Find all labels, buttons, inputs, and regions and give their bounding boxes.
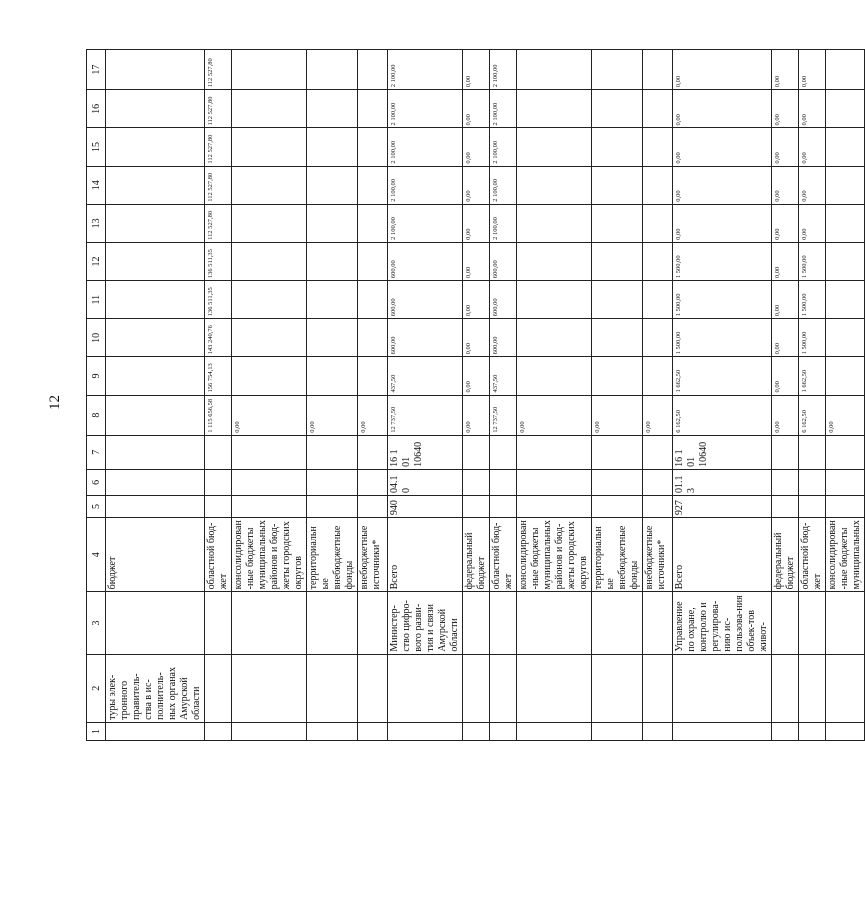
header-cell: 8 bbox=[87, 395, 106, 435]
amount-cell: 0,00 bbox=[772, 319, 799, 357]
section-code-cell bbox=[799, 469, 826, 495]
program-name-cell bbox=[388, 654, 463, 722]
executor-cell: Управление по охране, контролю и регулирова-нию ис-пользова-ния объек-тов живот- bbox=[673, 592, 772, 654]
target-article-cell bbox=[592, 435, 643, 469]
row-cell-col1 bbox=[490, 722, 517, 740]
amount-cell: 156 754,13 bbox=[205, 357, 232, 395]
header-cell: 7 bbox=[87, 435, 106, 469]
amount-cell: 2 100,00 bbox=[490, 204, 517, 242]
amount-cell: 0,00 bbox=[643, 395, 673, 435]
table-row bbox=[592, 50, 643, 741]
amount-cell: 0,00 bbox=[463, 204, 490, 242]
amount-cell bbox=[517, 204, 592, 242]
amount-cell: 2 100,00 bbox=[388, 90, 463, 128]
amount-cell: 6 162,50 bbox=[673, 395, 772, 435]
amount-cell bbox=[517, 166, 592, 204]
amount-cell bbox=[592, 242, 643, 280]
funding-source-cell: федеральный бюджет bbox=[463, 518, 490, 592]
target-article-cell bbox=[490, 435, 517, 469]
amount-cell bbox=[826, 281, 865, 319]
rotated-table-container bbox=[86, 49, 862, 741]
amount-cell: 112 527,80 bbox=[205, 128, 232, 166]
section-code-cell bbox=[772, 469, 799, 495]
amount-cell: 136 511,35 bbox=[205, 281, 232, 319]
amount-cell: 0,00 bbox=[673, 90, 772, 128]
row-cell-col1 bbox=[307, 722, 358, 740]
executor-cell: Министер-ство цифро-вого разви-тия и связи Амурской области bbox=[388, 592, 463, 654]
target-article-cell bbox=[826, 435, 865, 469]
header-row bbox=[87, 50, 106, 741]
header-cell: 17 bbox=[87, 50, 106, 90]
amount-cell: 2 100,00 bbox=[388, 166, 463, 204]
amount-cell: 0,00 bbox=[232, 395, 307, 435]
amount-cell: 2 100,00 bbox=[388, 128, 463, 166]
amount-cell: 0,00 bbox=[799, 90, 826, 128]
section-code-cell bbox=[826, 469, 865, 495]
amount-cell bbox=[643, 281, 673, 319]
section-code-cell bbox=[517, 469, 592, 495]
amount-cell bbox=[307, 204, 358, 242]
amount-cell bbox=[307, 90, 358, 128]
row-cell-col1 bbox=[799, 722, 826, 740]
amount-cell bbox=[106, 395, 205, 435]
row-cell-col1 bbox=[205, 722, 232, 740]
funding-source-cell: областной бюд-жет bbox=[490, 518, 517, 592]
amount-cell: 0,00 bbox=[673, 128, 772, 166]
amount-cell: 0,00 bbox=[463, 281, 490, 319]
executor-cell bbox=[106, 592, 205, 654]
executor-cell bbox=[463, 592, 490, 654]
amount-cell: 112 527,80 bbox=[205, 166, 232, 204]
amount-cell bbox=[517, 128, 592, 166]
program-name-cell bbox=[205, 654, 232, 722]
amount-cell: 0,00 bbox=[463, 357, 490, 395]
row-cell-col1 bbox=[463, 722, 490, 740]
amount-cell bbox=[232, 128, 307, 166]
amount-cell: 2 100,00 bbox=[388, 204, 463, 242]
target-article-cell bbox=[772, 435, 799, 469]
amount-cell bbox=[106, 128, 205, 166]
amount-cell bbox=[517, 281, 592, 319]
grbs-code-cell bbox=[517, 495, 592, 517]
amount-cell: 0,00 bbox=[673, 204, 772, 242]
grbs-code-cell bbox=[106, 495, 205, 517]
amount-cell: 0,00 bbox=[772, 166, 799, 204]
table-row bbox=[490, 50, 517, 741]
target-article-cell bbox=[205, 435, 232, 469]
amount-cell: 0,00 bbox=[463, 128, 490, 166]
amount-cell bbox=[592, 319, 643, 357]
funding-source-cell: Всего bbox=[673, 518, 772, 592]
header-cell: 9 bbox=[87, 357, 106, 395]
table-row bbox=[388, 50, 463, 741]
program-name-cell bbox=[307, 654, 358, 722]
grbs-code-cell: 940 bbox=[388, 495, 463, 517]
executor-cell bbox=[307, 592, 358, 654]
row-cell-col1 bbox=[673, 722, 772, 740]
section-code-cell bbox=[106, 469, 205, 495]
program-name-cell bbox=[232, 654, 307, 722]
row-cell-col1 bbox=[592, 722, 643, 740]
amount-cell: 2 100,00 bbox=[490, 50, 517, 90]
amount-cell: 0,00 bbox=[592, 395, 643, 435]
amount-cell bbox=[232, 319, 307, 357]
program-name-cell bbox=[517, 654, 592, 722]
amount-cell: 600,00 bbox=[388, 319, 463, 357]
amount-cell: 0,00 bbox=[772, 395, 799, 435]
amount-cell: 1 500,00 bbox=[673, 319, 772, 357]
amount-cell bbox=[643, 128, 673, 166]
funding-source-cell: консолидирован-ные бюджеты муниципальных bbox=[826, 518, 865, 592]
amount-cell: 0,00 bbox=[463, 90, 490, 128]
target-article-cell bbox=[799, 435, 826, 469]
header-cell: 10 bbox=[87, 319, 106, 357]
table-row bbox=[517, 50, 592, 741]
amount-cell bbox=[643, 204, 673, 242]
executor-cell bbox=[826, 592, 865, 654]
amount-cell: 1 500,00 bbox=[673, 281, 772, 319]
header-cell: 14 bbox=[87, 166, 106, 204]
program-name-cell bbox=[463, 654, 490, 722]
table-row bbox=[307, 50, 358, 741]
amount-cell bbox=[358, 50, 388, 90]
amount-cell bbox=[826, 204, 865, 242]
header-cell: 15 bbox=[87, 128, 106, 166]
amount-cell bbox=[232, 204, 307, 242]
program-name-cell bbox=[643, 654, 673, 722]
amount-cell bbox=[358, 166, 388, 204]
page-number: 12 bbox=[47, 395, 63, 410]
amount-cell bbox=[106, 242, 205, 280]
amount-cell bbox=[826, 90, 865, 128]
amount-cell: 0,00 bbox=[517, 395, 592, 435]
header-cell: 16 bbox=[87, 90, 106, 128]
amount-cell bbox=[592, 50, 643, 90]
amount-cell bbox=[307, 281, 358, 319]
section-code-cell bbox=[205, 469, 232, 495]
amount-cell: 0,00 bbox=[772, 128, 799, 166]
amount-cell: 0,00 bbox=[799, 166, 826, 204]
executor-cell bbox=[517, 592, 592, 654]
grbs-code-cell bbox=[463, 495, 490, 517]
amount-cell: 0,00 bbox=[772, 281, 799, 319]
amount-cell bbox=[592, 128, 643, 166]
table-row bbox=[106, 50, 205, 741]
amount-cell bbox=[106, 357, 205, 395]
target-article-cell bbox=[106, 435, 205, 469]
row-cell-col1 bbox=[517, 722, 592, 740]
target-article-cell bbox=[232, 435, 307, 469]
amount-cell bbox=[517, 50, 592, 90]
amount-cell bbox=[358, 319, 388, 357]
table-row bbox=[826, 50, 865, 741]
funding-source-cell: областной бюд-жет bbox=[799, 518, 826, 592]
amount-cell: 1 500,00 bbox=[799, 319, 826, 357]
amount-cell: 1 115 656,58 bbox=[205, 395, 232, 435]
amount-cell: 2 100,00 bbox=[490, 128, 517, 166]
target-article-cell bbox=[463, 435, 490, 469]
row-cell-col1 bbox=[772, 722, 799, 740]
header-cell: 12 bbox=[87, 242, 106, 280]
section-code-cell: 04.10 bbox=[388, 469, 463, 495]
executor-cell bbox=[490, 592, 517, 654]
amount-cell bbox=[592, 204, 643, 242]
amount-cell bbox=[232, 166, 307, 204]
row-cell-col1 bbox=[106, 722, 205, 740]
header-cell: 2 bbox=[87, 654, 106, 722]
amount-cell: 437,50 bbox=[490, 357, 517, 395]
amount-cell: 600,00 bbox=[490, 319, 517, 357]
amount-cell: 0,00 bbox=[358, 395, 388, 435]
amount-cell: 0,00 bbox=[463, 319, 490, 357]
funding-source-cell: федеральный бюджет bbox=[772, 518, 799, 592]
amount-cell bbox=[592, 357, 643, 395]
row-cell-col1 bbox=[826, 722, 865, 740]
funding-source-cell: внебюджетные источники* bbox=[643, 518, 673, 592]
target-article-cell bbox=[517, 435, 592, 469]
amount-cell bbox=[592, 166, 643, 204]
amount-cell bbox=[307, 50, 358, 90]
amount-cell bbox=[517, 242, 592, 280]
amount-cell bbox=[106, 204, 205, 242]
amount-cell bbox=[232, 242, 307, 280]
amount-cell: 2 100,00 bbox=[490, 166, 517, 204]
amount-cell: 112 527,80 bbox=[205, 204, 232, 242]
amount-cell bbox=[826, 50, 865, 90]
amount-cell: 2 100,00 bbox=[490, 90, 517, 128]
amount-cell bbox=[517, 357, 592, 395]
amount-cell bbox=[232, 90, 307, 128]
amount-cell: 0,00 bbox=[463, 242, 490, 280]
table-row bbox=[673, 50, 772, 741]
section-code-cell bbox=[592, 469, 643, 495]
program-name-cell bbox=[358, 654, 388, 722]
funding-source-cell: территориальные внебюджетные фонды bbox=[592, 518, 643, 592]
section-code-cell bbox=[232, 469, 307, 495]
amount-cell bbox=[643, 357, 673, 395]
funding-source-cell: территориальные внебюджетные фонды bbox=[307, 518, 358, 592]
grbs-code-cell bbox=[826, 495, 865, 517]
executor-cell bbox=[205, 592, 232, 654]
header-cell: 6 bbox=[87, 469, 106, 495]
amount-cell: 143 240,76 bbox=[205, 319, 232, 357]
amount-cell bbox=[826, 319, 865, 357]
amount-cell: 0,00 bbox=[799, 204, 826, 242]
program-name-cell bbox=[772, 654, 799, 722]
amount-cell: 0,00 bbox=[799, 50, 826, 90]
funding-source-cell: внебюджетные источники* bbox=[358, 518, 388, 592]
amount-cell bbox=[106, 281, 205, 319]
executor-cell bbox=[772, 592, 799, 654]
amount-cell bbox=[826, 357, 865, 395]
section-code-cell bbox=[358, 469, 388, 495]
section-code-cell bbox=[307, 469, 358, 495]
amount-cell bbox=[358, 204, 388, 242]
grbs-code-cell bbox=[799, 495, 826, 517]
amount-cell bbox=[517, 319, 592, 357]
amount-cell bbox=[106, 50, 205, 90]
amount-cell bbox=[643, 242, 673, 280]
amount-cell bbox=[106, 319, 205, 357]
program-name-cell bbox=[592, 654, 643, 722]
header-cell: 4 bbox=[87, 518, 106, 592]
table-frame bbox=[86, 49, 862, 741]
amount-cell: 0,00 bbox=[673, 166, 772, 204]
executor-cell bbox=[358, 592, 388, 654]
amount-cell bbox=[307, 357, 358, 395]
row-cell-col1 bbox=[358, 722, 388, 740]
amount-cell bbox=[643, 50, 673, 90]
program-name-cell bbox=[673, 654, 772, 722]
table-row bbox=[772, 50, 799, 741]
funding-source-cell: бюджет bbox=[106, 518, 205, 592]
amount-cell: 0,00 bbox=[673, 50, 772, 90]
row-cell-col1 bbox=[388, 722, 463, 740]
amount-cell bbox=[307, 242, 358, 280]
row-cell-col1 bbox=[232, 722, 307, 740]
table-row bbox=[205, 50, 232, 741]
amount-cell: 1 662,50 bbox=[673, 357, 772, 395]
row-cell-col1 bbox=[643, 722, 673, 740]
amount-cell: 0,00 bbox=[826, 395, 865, 435]
grbs-code-cell bbox=[358, 495, 388, 517]
program-name-cell bbox=[490, 654, 517, 722]
grbs-code-cell bbox=[772, 495, 799, 517]
amount-cell: 0,00 bbox=[772, 50, 799, 90]
amount-cell: 0,00 bbox=[772, 357, 799, 395]
amount-cell: 1 500,00 bbox=[673, 242, 772, 280]
grbs-code-cell bbox=[643, 495, 673, 517]
amount-cell: 0,00 bbox=[463, 395, 490, 435]
section-code-cell bbox=[490, 469, 517, 495]
amount-cell: 600,00 bbox=[388, 242, 463, 280]
table-row bbox=[358, 50, 388, 741]
amount-cell: 600,00 bbox=[388, 281, 463, 319]
section-code-cell bbox=[463, 469, 490, 495]
amount-cell: 136 511,35 bbox=[205, 242, 232, 280]
amount-cell bbox=[826, 128, 865, 166]
amount-cell: 12 737,50 bbox=[388, 395, 463, 435]
program-name-cell bbox=[826, 654, 865, 722]
amount-cell: 600,00 bbox=[490, 242, 517, 280]
amount-cell bbox=[643, 90, 673, 128]
header-cell: 11 bbox=[87, 281, 106, 319]
amount-cell bbox=[643, 166, 673, 204]
amount-cell bbox=[232, 50, 307, 90]
amount-cell: 6 162,50 bbox=[799, 395, 826, 435]
amount-cell: 437,50 bbox=[388, 357, 463, 395]
amount-cell: 112 527,80 bbox=[205, 50, 232, 90]
header-cell: 5 bbox=[87, 495, 106, 517]
grbs-code-cell bbox=[592, 495, 643, 517]
amount-cell bbox=[826, 166, 865, 204]
amount-cell bbox=[232, 281, 307, 319]
amount-cell: 112 527,80 bbox=[205, 90, 232, 128]
amount-cell bbox=[358, 357, 388, 395]
amount-cell bbox=[358, 128, 388, 166]
amount-cell bbox=[307, 319, 358, 357]
amount-cell bbox=[232, 357, 307, 395]
amount-cell: 1 500,00 bbox=[799, 281, 826, 319]
amount-cell: 0,00 bbox=[799, 128, 826, 166]
amount-cell bbox=[592, 90, 643, 128]
grbs-code-cell bbox=[307, 495, 358, 517]
amount-cell bbox=[517, 90, 592, 128]
table-row bbox=[643, 50, 673, 741]
table-row bbox=[799, 50, 826, 741]
amount-cell bbox=[643, 319, 673, 357]
amount-cell: 0,00 bbox=[772, 90, 799, 128]
amount-cell: 2 100,00 bbox=[388, 50, 463, 90]
program-name-cell: туры элек-тронного правитель-ства в ис-полнитель-ных органах Амурской области bbox=[106, 654, 205, 722]
section-code-cell bbox=[643, 469, 673, 495]
header-cell: 3 bbox=[87, 592, 106, 654]
header-cell: 13 bbox=[87, 204, 106, 242]
amount-cell: 0,00 bbox=[307, 395, 358, 435]
grbs-code-cell bbox=[205, 495, 232, 517]
amount-cell bbox=[592, 281, 643, 319]
budget-table bbox=[86, 49, 865, 741]
amount-cell bbox=[358, 281, 388, 319]
amount-cell: 1 662,50 bbox=[799, 357, 826, 395]
program-name-cell bbox=[799, 654, 826, 722]
target-article-cell bbox=[358, 435, 388, 469]
amount-cell: 0,00 bbox=[463, 50, 490, 90]
table-row bbox=[463, 50, 490, 741]
amount-cell bbox=[307, 128, 358, 166]
amount-cell: 0,00 bbox=[463, 166, 490, 204]
amount-cell: 600,00 bbox=[490, 281, 517, 319]
funding-source-cell: Всего bbox=[388, 518, 463, 592]
header-cell: 1 bbox=[87, 722, 106, 740]
target-article-cell: 16 1 01 10640 bbox=[388, 435, 463, 469]
grbs-code-cell bbox=[490, 495, 517, 517]
executor-cell bbox=[643, 592, 673, 654]
target-article-cell bbox=[643, 435, 673, 469]
amount-cell bbox=[106, 90, 205, 128]
amount-cell: 1 500,00 bbox=[799, 242, 826, 280]
amount-cell bbox=[307, 166, 358, 204]
amount-cell bbox=[358, 242, 388, 280]
funding-source-cell: консолидирован-ные бюджеты муниципальных районов и бюд-жеты городских округов bbox=[232, 518, 307, 592]
amount-cell: 0,00 bbox=[772, 204, 799, 242]
amount-cell bbox=[826, 242, 865, 280]
amount-cell: 12 737,50 bbox=[490, 395, 517, 435]
target-article-cell bbox=[307, 435, 358, 469]
amount-cell bbox=[358, 90, 388, 128]
executor-cell bbox=[592, 592, 643, 654]
amount-cell bbox=[106, 166, 205, 204]
amount-cell: 0,00 bbox=[772, 242, 799, 280]
target-article-cell: 16 1 01 10640 bbox=[673, 435, 772, 469]
executor-cell bbox=[799, 592, 826, 654]
table-row bbox=[232, 50, 307, 741]
funding-source-cell: областной бюд-жет bbox=[205, 518, 232, 592]
grbs-code-cell: 927 bbox=[673, 495, 772, 517]
executor-cell bbox=[232, 592, 307, 654]
section-code-cell: 01.13 bbox=[673, 469, 772, 495]
funding-source-cell: консолидирован-ные бюджеты муниципальных районов и бюд-жеты городских округов bbox=[517, 518, 592, 592]
grbs-code-cell bbox=[232, 495, 307, 517]
